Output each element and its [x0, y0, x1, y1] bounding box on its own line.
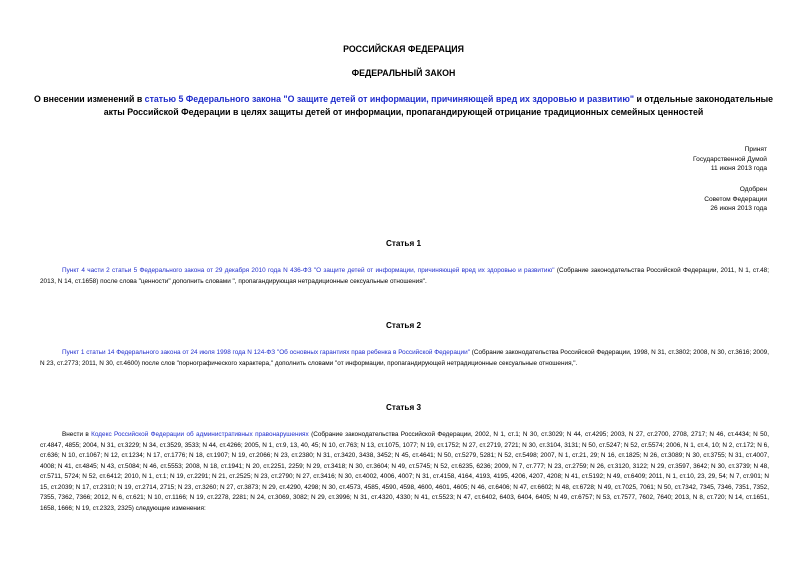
doc-type-heading: ФЕДЕРАЛЬНЫЙ ЗАКОН [351, 68, 456, 78]
approved-body: Советом Федерации [704, 195, 767, 203]
adopted-block [693, 145, 767, 174]
approved-date: 26 июня 2013 года [710, 205, 767, 213]
article-1-link[interactable]: Пункт 4 части 2 статьи 5 Федерального закона от 29 декабря 2010 года N 436-ФЗ "О защите детей от информации, причиняющей вред их здоровью и развитию" [62, 267, 555, 274]
article-3-link[interactable]: Кодекс Российской Федерации об административных правонарушениях [91, 431, 309, 438]
adopted-body: Государственной Думой [693, 155, 767, 163]
adopted-date: 11 июня 2013 года [710, 165, 767, 173]
article-2-text [40, 348, 769, 369]
article-2-heading: Статья 2 [385, 321, 422, 330]
article-3-prefix: Внести в [62, 431, 92, 438]
article-2-link[interactable]: Пункт 1 статьи 14 Федерального закона от 24 июля 1998 года N 124-ФЗ "Об основных гарантиях прав ребенка в Российской Федерации" [62, 349, 470, 356]
approved-label: Одобрен [739, 186, 767, 193]
article-2-body: (Собрание законодательства Российской Федерации, 1998, N 31, ст.3802; 2008, N 30, ст.3616; 2009, N 23, ст.2773; 2011, N 30, ст.4600) после слов "порнографического характера," дополнить словами "от информации, пропагандирующей нетрадиционные сексуальные отношения,". [40, 349, 769, 367]
article-1-body: (Собрание законодательства Российской Федерации, 2011, N 1, ст.48; 2013, N 14, ст.1658) после слова "ценности" дополнить словами ", пропагандирующая нетрадиционные сексуальные отношения". [40, 267, 770, 285]
approved-block [704, 185, 767, 214]
article-1-text [40, 266, 769, 287]
article-1-heading: Статья 1 [385, 239, 422, 248]
article-3-heading: Статья 3 [385, 403, 422, 412]
article-3-text [40, 430, 769, 514]
title-part2: и отдельные законодательные акты Российской Федерации в целях защиты детей от информации, пропагандирующей отрицание традиционных семейных ценностей [103, 94, 774, 117]
document-title [30, 93, 777, 119]
title-law-link[interactable]: статью 5 Федерального закона "О защите детей от информации, причиняющей вред их здоровью и развитию" [144, 94, 634, 104]
adopted-label: Принят [744, 146, 767, 153]
title-part1: О внесении изменений в [33, 94, 145, 104]
article-3-body: (Собрание законодательства Российской Федерации, 2002, N 1, ст.1; N 30, ст.3029; N 44, ст.4295; 2003, N 27, ст.2700, 2708, 2717; N 46, ст.4434; N 50, ст.4847, 4855; 2004, N 31, ст.3229; N 34, ст.3529, 3533; N 44, ст.4266; 2005, N 1, ст.9, 13, 40, 45; N 10, ст.763; N 13, ст.1075, 1077; N 19, ст.1752; N 27, ст.2719, 2721; N 30, ст.3104, 3131; N 50, ст.5247; N 52, ст.5574; 2006, N 1, ст.4, 10; N 2, ст.172; N 6, ст.636; N 10, ст.1067; N 12, ст.1234; N 17, ст.1776; N 18, ст.1907; N 19, ст.2066; N 23, ст.2380; N 31, ст.3420, 3438, 3452; N 45, ст.4641; N 50, ст.5279, 5281; N 52, ст.5498; 2007, N 1, ст.21, 29; N 16, ст.1825; N 26, ст.3089; N 30, ст.3755; N 31, ст.4007, 4008; N 41, ст.4845; N 43, ст.5084; N 46, ст.5553; 2008, N 18, ст.1941; N 20, ст.2251, 2259; N 29, ст.3418; N 30, ст.3604; N 49, ст.5745; N 52, ст.6235, 6236; 2009, N 7, ст.777; N 23, ст.2759; N 26, ст.3120, 3122; N 29, ст.3597, 3642; N 30, ст.3739; N 48, ст.5711, 5724; N 52, ст.6412; 2010, N 1, ст.1; N 19, ст.2291; N 21, ст.2525; N 23, ст.2790; N 27, ст.3416; N 30, ст.4002, 4006, 4007; N 31, ст.4158, 4164, 4193, 4195, 4206, 4207, 4208; N 41, ст.5192; N 49, ст.6409; 2011, N 1, ст.10, 23, 29, 54; N 7, ст.901; N 15, ст.2039; N 17, ст.2310; N 19, ст.2714, 2715; N 23, ст.3260; N 27, ст.3873; N 29, ст.4290, 4298; N 30, ст.4573, 4585, 4590, 4598, 4600, 4601, 4605; N 46, ст.6406; N 47, ст.6602; N 48, ст.6728; N 49, ст.7025, 7061; N 50, ст.7342, 7345, 7346, 7351, 7352, 7355, 7362, 7366; 2012, N 6, ст.621; N 10, ст.1166; N 19, ст.2278, 2281; N 24, ст.3069, 3082; N 29, ст.3996; N 31, ст.4320, 4330; N 41, ст.5523; N 47, ст.6402, 6403, 6404, 6405; N 49, ст.6757; N 53, ст.7577, 7602, 7640; 2013, N 8, ст.720; N 14, ст.1651, 1658, 1666; N 19, ст.2323, 2325) следующие изменения: [40, 431, 769, 512]
country-heading: РОССИЙСКАЯ ФЕДЕРАЦИЯ [343, 44, 464, 54]
